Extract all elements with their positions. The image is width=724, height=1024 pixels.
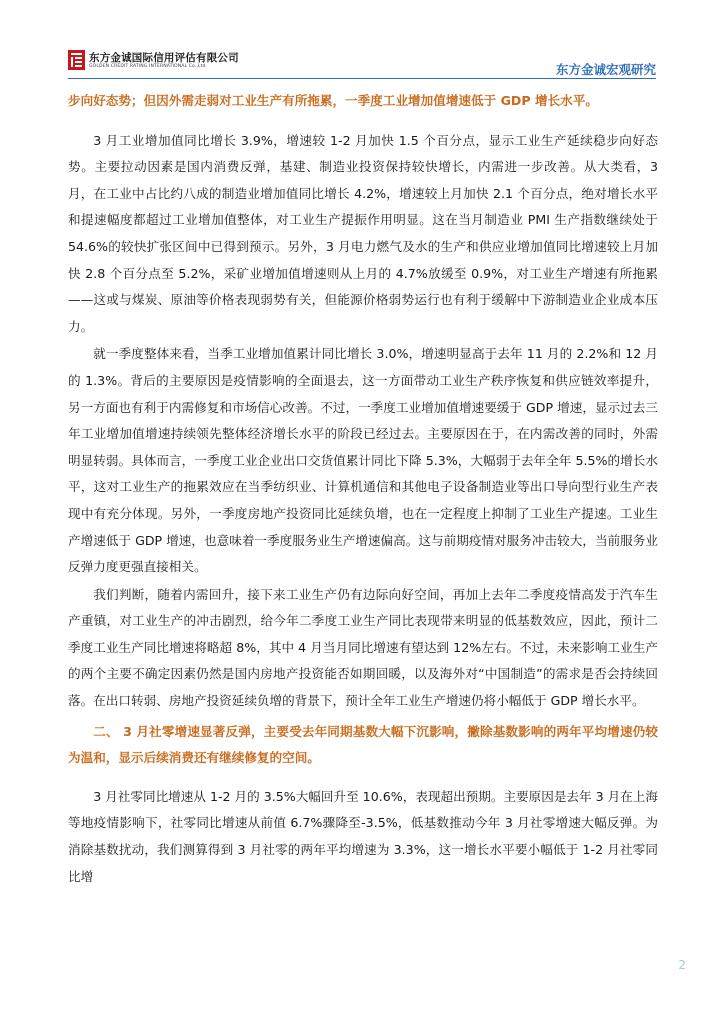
- paragraph-industrial-outlook: 我们判断，随着内需回升，接下来工业生产仍有边际向好空间，再加上去年二季度疫情高发于汽车生产重镇，对工业生产的冲击剧烈，给今年二季度工业生产同比表现带来明显的低基数效应，因此，预计二季度工业生产同比增速将略超 8%，其中 4 月当月同比增速有望达到 12%左右。不过，未来影响工业生产的两个主要不确定因素仍然是国内房地产投资能否如期回暖，以及海外对“中国制造”的需求是否会持续回落。在出口转弱、房地产投资延续负增的背景下，预计全年工业生产增速仍将小幅低于 GDP 增长水平。: [68, 586, 658, 709]
- document-body: [68, 88, 658, 891]
- company-name-en: GOLDEN CREDIT RATING INTERNATIONAL Co.,Ltd.: [89, 64, 208, 69]
- golden-credit-logo-icon: [68, 50, 85, 70]
- company-name-cn: 东方金诚国际信用评估有限公司: [89, 52, 239, 64]
- paragraph-industrial-march: 3 月工业增加值同比增长 3.9%，增速较 1-2 月加快 1.5 个百分点，显示工业生产延续稳步向好态势。主要拉动因素是国内消费反弹，基建、制造业投资保持较快增长，内需进一步改善。从大类看，3 月，在工业中占比约八成的制造业增加值同比增长 4.2%，增速较上月加快 2.1 个百分点，绝对增长水平和提速幅度都超过工业增加值整体，对工业生产提振作用明显。这在当月制造业 PMI 生产指数继续处于 54.6%的较快扩张区间中已得到预示。另外，3 月电力燃气及水的生产和供应业增加值同比增速较上月加快 2.8 个百分点至 5.2%，采矿业增加值增速则从上月的 4.7%放缓至 0.9%，对工业生产增速有所拖累——这或与煤炭、原油等价格表现弱势有关，但能源价格弱势运行也有利于缓解中下游制造业企业成本压力。: [68, 132, 658, 334]
- page-header: [68, 44, 656, 78]
- header-divider: [68, 78, 656, 79]
- page-number: 2: [678, 958, 686, 972]
- section-heading-retail: 二、 3 月社零增速显著反弹，主要受去年同期基数大幅下沉影响，撇除基数影响的两年平均增速仍较为温和，显示后续消费还有继续修复的空间。: [68, 723, 658, 766]
- paragraph-industrial-q1: 就一季度整体来看，当季工业增加值累计同比增长 3.0%，增速明显高于去年 11 月的 2.2%和 12 月的 1.3%。背后的主要原因是疫情影响的全面退去，这一方面带动工业生产秩序恢复和供应链效率提升，另一方面也有利于内需修复和市场信心改善。不过，一季度工业增加值增速要缓于 GDP 增速，显示过去三年工业增加值增速持续领先整体经济增长水平的阶段已经过去。主要原因在于，在内需改善的同时，外需明显转弱。具体而言，一季度工业企业出口交货值累计同比下降 5.3%，大幅弱于去年全年 5.5%的增长水平，这对工业生产的拖累效应在当季纺织业、计算机通信和其他电子设备制造业等出口导向型行业生产表现中有充分体现。另外，一季度房地产投资同比延续负增，也在一定程度上抑制了工业生产提速。工业生产增速低于 GDP 增速，也意味着一季度服务业生产增速偏高。这与前期疫情对服务冲击较大，当前服务业反弹力度更强直接相关。: [68, 346, 658, 575]
- continued-heading-text: 步向好态势；但因外需走弱对工业生产有所拖累，一季度工业增加值增速低于 GDP 增长水平。: [68, 93, 598, 108]
- report-series-title: 东方金诚宏观研究: [555, 62, 656, 77]
- paragraph-retail-march: 3 月社零同比增速从 1-2 月的 3.5%大幅回升至 10.6%，表现超出预期。主要原因是去年 3 月在上海等地疫情影响下，社零同比增速从前值 6.7%骤降至-3.5%，低基数推动今年 3 月社零增速大幅反弹。为消除基数扰动，我们测算得到 3 月社零的两年平均增速为 3.3%，这一增长水平要小幅低于 1-2 月社零同比增: [68, 788, 658, 884]
